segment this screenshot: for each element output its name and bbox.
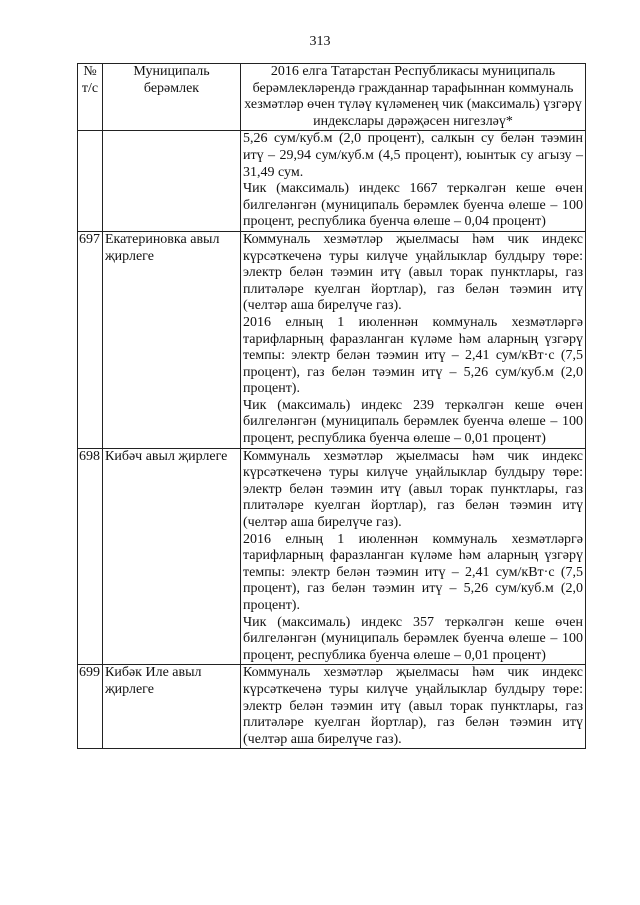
- index-table: [77, 63, 586, 749]
- row-paragraph: 5,26 сум/куб.м (2,0 процент), салкын су белән тәэмин итү – 29,94 сум/куб.м (4,5 процент), юынтык су агызу – 31,49 сум.: [243, 131, 583, 180]
- table-header-row: [78, 64, 586, 131]
- row-num: 697: [78, 231, 103, 448]
- header-num: № т/с: [78, 64, 103, 131]
- row-description: [241, 231, 586, 448]
- row-num: 698: [78, 448, 103, 665]
- row-paragraph: Коммуналь хезмәтләр җыелмасы һәм чик индекс күрсәткеченә туры килүче уңайлыклар булдыру төре: электр белән тәэмин итү (авыл торак пунктлары, газ плитәләре куелган йортлар), газ белән тәэмин итү (чeлтәр аша бирелүче газ).: [243, 231, 583, 314]
- header-municipality: Муниципаль берәмлек: [103, 64, 241, 131]
- row-description: [241, 131, 586, 232]
- row-paragraph: Коммуналь хезмәтләр җыелмасы һәм чик индекс күрсәткеченә туры килүче уңайлыклар булдыру төре: электр белән тәэмин итү (авыл торак пунктлары, газ плитәләре куелган йортлар), газ белән тәэмин итү (челтәр аша бирелүче газ).: [243, 448, 583, 531]
- row-paragraph: Чик (максималь) индекс 239 теркәлгән кеше өчен билгеләнгән (муниципаль берәмлек буенча өлеше – 100 процент, республика буенча өлеше – 0,01 процент): [243, 397, 583, 447]
- row-num: 699: [78, 665, 103, 749]
- row-municipality: Екатериновка авыл җирлеге: [103, 231, 241, 448]
- table-row: [78, 231, 586, 448]
- row-municipality: Кибәч авыл җирлеге: [103, 448, 241, 665]
- row-paragraph: 2016 елның 1 июленнән коммуналь хезмәтләргә тарифларның фаразланган күләме һәм аларның үзгәрү темпы: электр белән тәэмин итү – 2,41 сум/кВт·с (7,5 процент), газ белән тәэмин итү – 5,26 сум/куб.м (2,0 процент).: [243, 531, 583, 613]
- header-index: 2016 елга Татарстан Республикасы муниципаль берәмлекләрендә гражданнар тарафыннан коммуналь хезмәтләр өчен түләү күләменең чик (максималь) үзгәрү индекслары дәрәҗәсен нигезләү*: [241, 64, 586, 131]
- row-num: [78, 131, 103, 232]
- row-paragraph: 2016 елның 1 июленнән коммуналь хезмәтләргә тарифларның фаразланган күләме һәм аларның үзгәрү темпы: электр белән тәэмин итү – 2,41 сум/кВт·с (7,5 процент), газ белән тәэмин итү – 5,26 сум/куб.м (2,0 процент).: [243, 314, 583, 397]
- table-row: [78, 131, 586, 232]
- row-paragraph: Коммуналь хезмәтләр җыелмасы һәм чик индекс күрсәткеченә туры килүче уңайлыклар булдыру төре: электр белән тәэмин итү (авыл торак пунктлары, газ плитәләре куелган йортлар), газ белән тәэмин итү (челтәр аша бирелүче газ).: [243, 665, 583, 747]
- page-number: 313: [309, 34, 331, 49]
- row-description: [241, 448, 586, 665]
- row-paragraph: Чик (максималь) индекс 1667 теркәлгән кеше өчен билгеләнгән (муниципаль берәмлек буенча өлеше – 100 процент, республика буенча өлеше – 0,04 процент): [243, 181, 583, 230]
- row-municipality: [103, 131, 241, 232]
- row-description: [241, 665, 586, 749]
- row-municipality: Кибәк Иле авыл җирлеге: [103, 665, 241, 749]
- table-row: [78, 665, 586, 749]
- row-paragraph: Чик (максималь) индекс 357 теркәлгән кеше өчен билгеләнгән (муниципаль берәмлек буенча өлеше – 100 процент, республика буенча өлеше – 0,01 процент): [243, 614, 583, 663]
- table-row: [78, 448, 586, 665]
